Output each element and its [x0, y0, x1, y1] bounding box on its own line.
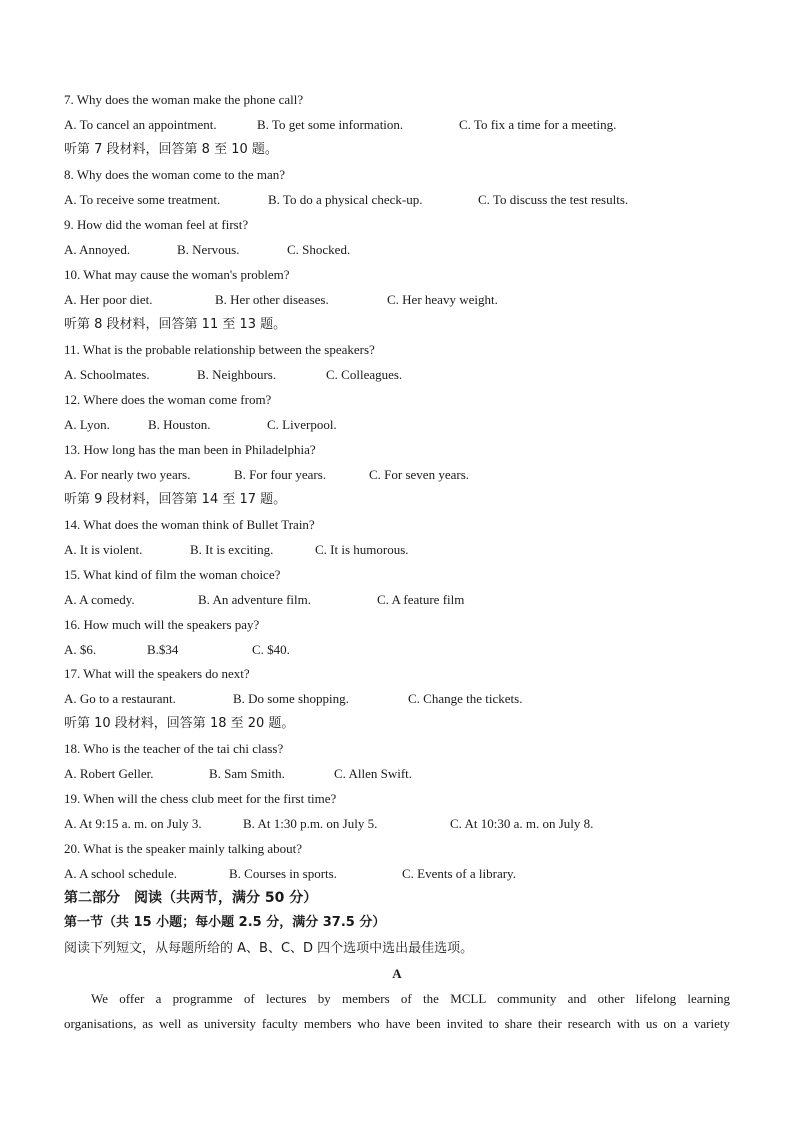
option-a: A. To cancel an appointment.: [64, 117, 217, 132]
option-a: A. Schoolmates.: [64, 367, 150, 382]
option-b: B. Her other diseases.: [215, 292, 329, 307]
option-c: C. Allen Swift.: [334, 766, 413, 781]
option-a: A. Go to a restaurant.: [64, 691, 176, 706]
option-b: B. Houston.: [148, 417, 211, 432]
option-c: C. Her heavy weight.: [387, 292, 498, 307]
question-7: 7. Why does the woman make the phone call?: [64, 92, 304, 107]
passage-line: organisations, as well as university faculty members who have been invited to share their research with us on a variety: [64, 1016, 730, 1031]
option-c: C. For seven years.: [369, 467, 470, 482]
passage-label: A: [392, 966, 402, 981]
option-b: B. Courses in sports.: [229, 866, 337, 881]
option-b: B. Do some shopping.: [233, 691, 349, 706]
passage-line: We offer a programme of lectures by members of the MCLL community and other lifelong learning: [91, 991, 730, 1006]
reading-instruction: 阅读下列短文，从每题所给的 A、B、C、D 四个选项中选出最佳选项。: [64, 941, 474, 956]
option-a: A. For nearly two years.: [64, 467, 191, 482]
option-b: B. Sam Smith.: [209, 766, 285, 781]
option-c: C. Liverpool.: [267, 417, 337, 432]
option-a: A. To receive some treatment.: [64, 192, 221, 207]
option-a: A. A school schedule.: [64, 866, 178, 881]
option-c: C. It is humorous.: [315, 542, 409, 557]
option-b: B. At 1:30 p.m. on July 5.: [243, 816, 378, 831]
option-c: C. $40.: [252, 642, 290, 657]
question-10: 10. What may cause the woman's problem?: [64, 267, 290, 282]
option-b: B. To get some information.: [257, 117, 404, 132]
option-c: C. To discuss the test results.: [478, 192, 629, 207]
section-instruction: 听第 8 段材料，回答第 11 至 13 题。: [64, 317, 287, 332]
section-instruction: 听第 10 段材料，回答第 18 至 20 题。: [64, 716, 295, 731]
section-one-heading: 第一节（共 15 小题；每小题 2.5 分，满分 37.5 分）: [64, 915, 386, 930]
section-instruction: 听第 9 段材料，回答第 14 至 17 题。: [64, 492, 287, 507]
option-c: C. To fix a time for a meeting.: [459, 117, 617, 132]
question-8: 8. Why does the woman come to the man?: [64, 167, 286, 182]
option-a: A. Lyon.: [64, 417, 110, 432]
option-b: B. Nervous.: [177, 242, 240, 257]
question-14: 14. What does the woman think of Bullet Train?: [64, 517, 315, 532]
option-c: C. Change the tickets.: [408, 691, 523, 706]
option-a: A. Annoyed.: [64, 242, 131, 257]
option-b: B. Neighbours.: [197, 367, 277, 382]
option-a: A. A comedy.: [64, 592, 135, 607]
option-c: C. A feature film: [377, 592, 465, 607]
option-a: A. It is violent.: [64, 542, 143, 557]
question-17: 17. What will the speakers do next?: [64, 666, 250, 681]
question-12: 12. Where does the woman come from?: [64, 392, 272, 407]
option-b: B. An adventure film.: [198, 592, 312, 607]
question-19: 19. When will the chess club meet for the first time?: [64, 791, 337, 806]
part-two-heading: 第二部分 阅读（共两节，满分 50 分）: [64, 890, 318, 906]
option-c: C. Events of a library.: [402, 866, 516, 881]
option-c: C. At 10:30 a. m. on July 8.: [450, 816, 594, 831]
question-11: 11. What is the probable relationship between the speakers?: [64, 342, 375, 357]
option-b: B. To do a physical check-up.: [268, 192, 423, 207]
option-a: A. Robert Geller.: [64, 766, 154, 781]
option-a: A. Her poor diet.: [64, 292, 153, 307]
question-15: 15. What kind of film the woman choice?: [64, 567, 281, 582]
section-instruction: 听第 7 段材料，回答第 8 至 10 题。: [64, 142, 278, 157]
option-c: C. Colleagues.: [326, 367, 403, 382]
option-c: C. Shocked.: [287, 242, 351, 257]
question-13: 13. How long has the man been in Philadelphia?: [64, 442, 316, 457]
option-b: B. It is exciting.: [190, 542, 274, 557]
question-16: 16. How much will the speakers pay?: [64, 617, 260, 632]
option-b: B.$34: [147, 642, 179, 657]
question-20: 20. What is the speaker mainly talking about?: [64, 841, 303, 856]
question-9: 9. How did the woman feel at first?: [64, 217, 249, 232]
option-b: B. For four years.: [234, 467, 327, 482]
option-a: A. At 9:15 a. m. on July 3.: [64, 816, 202, 831]
question-18: 18. Who is the teacher of the tai chi class?: [64, 741, 284, 756]
option-a: A. $6.: [64, 642, 97, 657]
